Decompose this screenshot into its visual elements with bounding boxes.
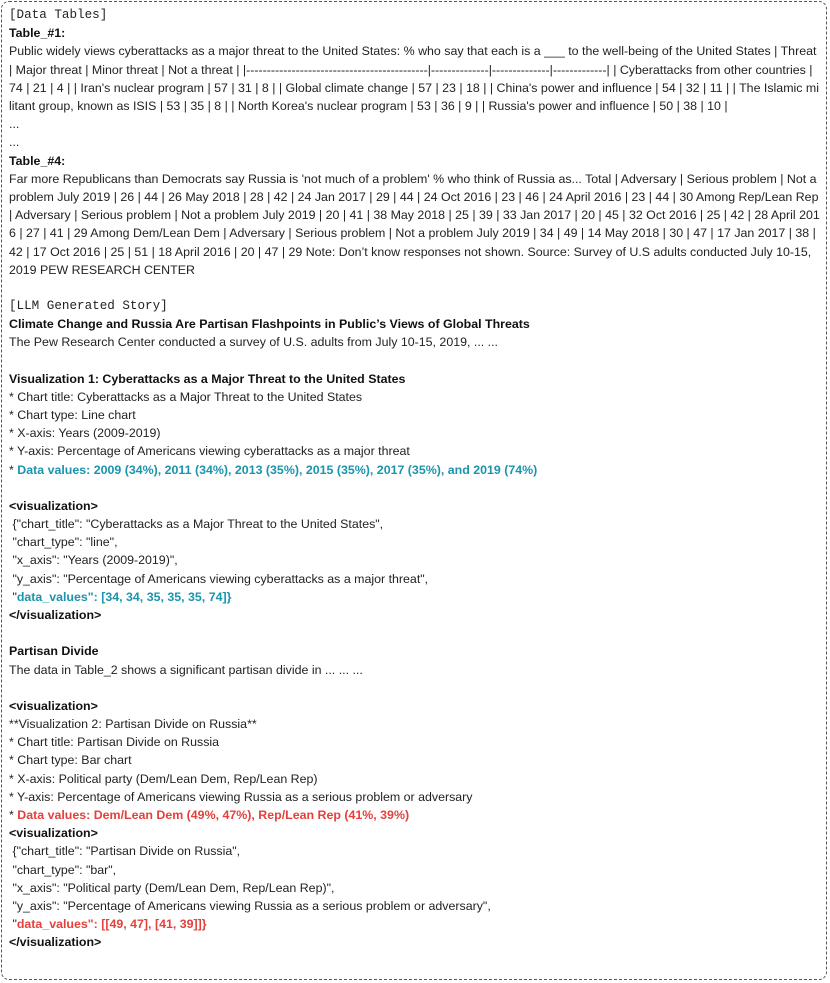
story-header: [LLM Generated Story]	[9, 299, 168, 314]
viz2-close-tag: </visualization>	[9, 935, 102, 950]
viz2-line: * Chart type: Bar chart	[9, 753, 132, 768]
table1-title: Table_#1:	[9, 26, 66, 41]
viz2-open-tag: <visualization>	[9, 698, 98, 713]
table4-title: Table_#4:	[9, 153, 66, 168]
viz2-line: * Y-axis: Percentage of Americans viewing Russia as a serious problem or adversary	[9, 789, 473, 804]
quote: "	[9, 589, 17, 604]
viz1-json-line: {"chart_title": "Cyberattacks as a Major Threat to the United States",	[9, 517, 384, 532]
viz1-json-line: "x_axis": "Years (2009-2019)",	[9, 553, 178, 568]
viz1-line: * Chart title: Cyberattacks as a Major Threat to the United States	[9, 389, 363, 404]
table4-text: Far more Republicans than Democrats say Russia is 'not much of a problem' % who think of Russia as... Total | Adversary | Serious problem | Not a problem July 2019 | 26 | 44 | 26 May 2018 | 28 | 42 | 24 Jan 2017 | 29 | 44 | 24 Oct 2016 | 23 | 46 | 24 April 2016 | 23 | 44 | 30 Among Rep/Lean Rep | Adversary | Serious problem | Not a problem July 2019 | 20 | 41 | 38 May 2018 | 25 | 39 | 33 Jan 2017 | 20 | 45 | 32 Oct 2016 | 25 | 42 | 28 April 2016 | 27 | 41 | 29 Among Dem/Lean Dem | Adversary | Serious problem | Not a problem July 2019 | 34 | 49 | 14 May 2018 | 30 | 47 | 17 Jan 2017 | 38 | 42 | 17 Oct 2016 | 25 | 51 | 18 April 2016 | 20 | 47 | 29 Note: Don’t know responses not shown. Source: Survey of U.S adults conducted July 10-15, 2019 PEW RESEARCH CENTER	[9, 171, 820, 277]
viz2-json-line: "y_axis": "Percentage of Americans viewing Russia as a serious problem or adversary",	[9, 898, 491, 913]
viz1-heading: Visualization 1: Cyberattacks as a Major Threat to the United States	[9, 371, 406, 386]
viz1-data-values: Data values: 2009 (34%), 2011 (34%), 2013 (35%), 2015 (35%), 2017 (35%), and 2019 (74%)	[17, 462, 538, 477]
viz1-json-line: "chart_type": "line",	[9, 535, 118, 550]
viz1-line: * Y-axis: Percentage of Americans viewing cyberattacks as a major threat	[9, 444, 410, 459]
viz2-json-line: "x_axis": "Political party (Dem/Lean Dem, Rep/Lean Rep)",	[9, 880, 335, 895]
viz2-open-tag-2: <visualization>	[9, 826, 98, 841]
viz1-line: * Chart type: Line chart	[9, 408, 136, 423]
viz2-line: * Chart title: Partisan Divide on Russia	[9, 735, 220, 750]
bullet: *	[9, 462, 18, 477]
viz1-line: * X-axis: Years (2009-2019)	[9, 426, 161, 441]
viz1-data-line	[9, 461, 821, 479]
viz1-json-data: data_values": [34, 34, 35, 35, 35, 74]}	[16, 589, 232, 604]
viz2-json-line: "chart_type": "bar",	[9, 862, 117, 877]
story-intro: The Pew Research Center conducted a survey of U.S. adults from July 10-15, 2019, ... ...	[9, 335, 498, 350]
partisan-text: The data in Table_2 shows a significant partisan divide in ... ... ...	[9, 662, 363, 677]
bullet: *	[9, 807, 18, 822]
ellipsis-2: ...	[9, 135, 20, 150]
viz1-close-tag: </visualization>	[9, 608, 102, 623]
figure-content	[9, 6, 821, 952]
viz1-json-line: "y_axis": "Percentage of Americans viewing cyberattacks as a major threat",	[9, 571, 429, 586]
partisan-heading: Partisan Divide	[9, 644, 99, 659]
viz2-json-data-line	[9, 915, 821, 933]
viz2-line: * X-axis: Political party (Dem/Lean Dem, Rep/Lean Rep)	[9, 771, 318, 786]
quote: "	[9, 917, 17, 932]
viz1-open-tag: <visualization>	[9, 498, 98, 513]
ellipsis-1: ...	[9, 117, 20, 132]
viz2-data-line	[9, 806, 821, 824]
story-title: Climate Change and Russia Are Partisan Flashpoints in Public’s Views of Global Threats	[9, 317, 530, 332]
viz1-json-data-line	[9, 588, 821, 606]
viz2-data-values: Data values: Dem/Lean Dem (49%, 47%), Rep/Lean Rep (41%, 39%)	[17, 807, 410, 822]
viz2-heading-line: **Visualization 2: Partisan Divide on Russia**	[9, 716, 257, 731]
viz2-json-line: {"chart_title": "Partisan Divide on Russia",	[9, 844, 241, 859]
data-tables-header: [Data Tables]	[9, 8, 108, 22]
viz2-json-data: data_values": [[49, 47], [41, 39]]}	[16, 917, 207, 932]
table1-text: Public widely views cyberattacks as a major threat to the United States: % who say that each is a ___ to the well-being of the United States | Threat | Major threat | Minor threat | Not a threat | |--------------------------------------------|--------------|--------------|-------------| | Cyberattacks from other countries | 74 | 21 | 4 | | Iran's nuclear program | 57 | 31 | 8 | | Global climate change | 57 | 23 | 18 | | China's power and influence | 54 | 32 | 11 | | The Islamic militant group, known as ISIS | 53 | 35 | 8 | | North Korea's nuclear program | 53 | 36 | 9 | | Russia's power and influence | 50 | 38 | 10 |	[9, 44, 819, 114]
